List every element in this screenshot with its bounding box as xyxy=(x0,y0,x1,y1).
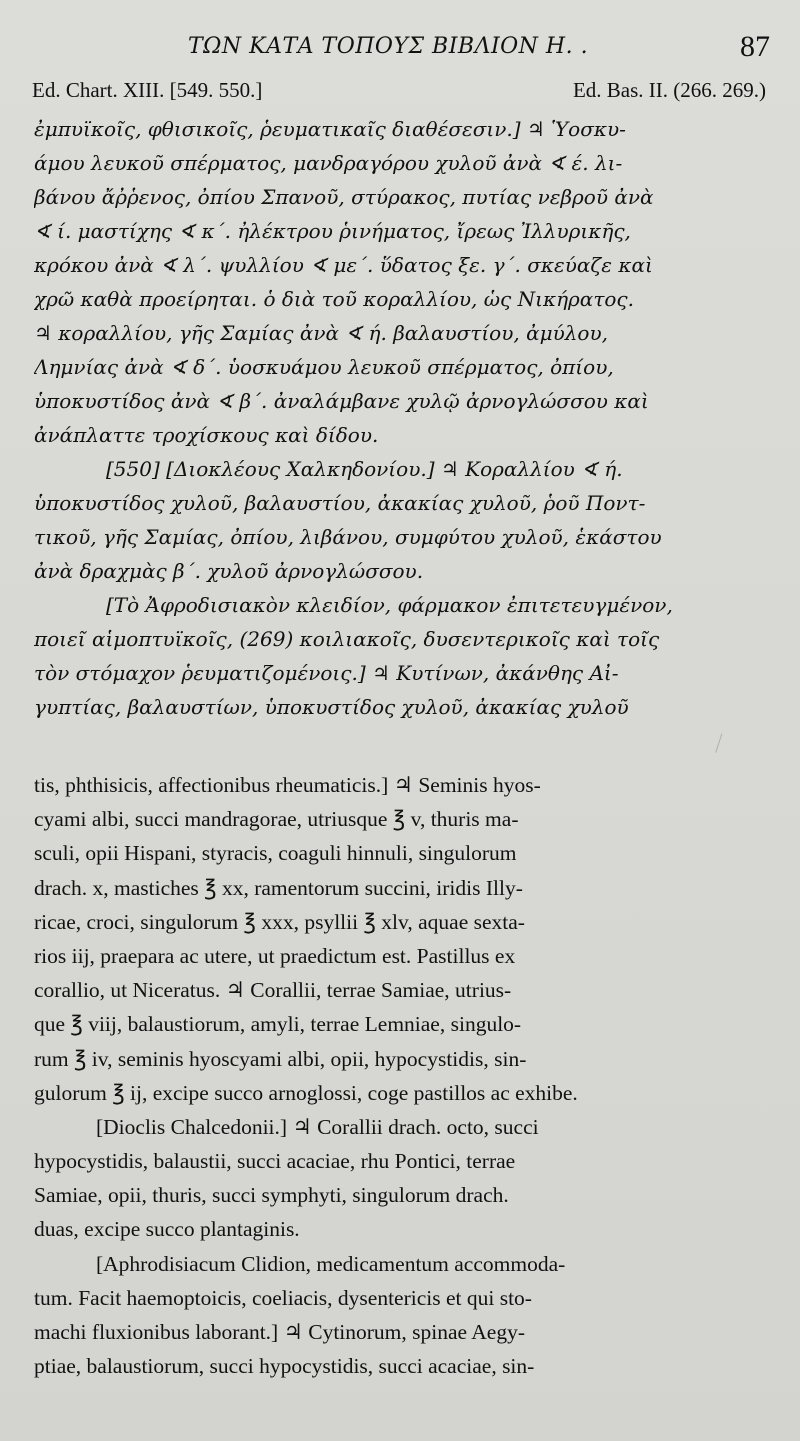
greek-line: ἀνὰ δραχμὰς β΄. χυλοῦ ἀρνογλώσσου. xyxy=(34,559,424,583)
latin-line: duas, excipe succo plantaginis. xyxy=(34,1217,300,1242)
greek-line: κρόκου ἀνὰ ∢ λ΄. ψυλλίου ∢ με΄. ὕδατος ξε. γ΄. σκεύαζε καὶ xyxy=(34,253,653,277)
edition-reference-line xyxy=(32,78,766,112)
latin-line: Samiae, opii, thuris, succi symphyti, singulorum drach. xyxy=(34,1183,509,1208)
latin-line: rum ℥ iv, seminis hyoscyami albi, opii, hypocystidis, sin- xyxy=(34,1046,527,1071)
latin-line: tum. Facit haemoptoicis, coeliacis, dysentericis et qui sto- xyxy=(34,1285,532,1310)
greek-line: [Τὸ Ἀφροδισιακὸν κλειδίον, φάρμακον ἐπιτετευγμένον, xyxy=(106,593,673,617)
greek-text-block xyxy=(34,112,764,724)
latin-line: gulorum ℥ ij, excipe succo arnoglossi, coge pastillos ac exhibe. xyxy=(34,1080,578,1105)
stray-mark xyxy=(715,733,734,756)
edition-reference-basel: Ed. Bas. II. (266. 269.) xyxy=(572,78,766,102)
greek-line: ἀνάπλαττε τροχίσκους καὶ δίδου. xyxy=(34,423,379,447)
page-number: 87 xyxy=(740,30,770,63)
latin-line: que ℥ viij, balaustiorum, amyli, terrae Lemniae, singulo- xyxy=(34,1012,522,1037)
greek-line: άμου λευκοῦ σπέρματος, μανδραγόρου χυλοῦ ἀνὰ ∢ έ. λι- xyxy=(34,151,623,175)
greek-line: ∢ ί. μαστίχης ∢ κ΄. ἠλέκτρου ῥινήματος, ἴρεως Ἰλλυρικῆς, xyxy=(34,219,631,243)
latin-line: rios iij, praepara ac utere, ut praedictum est. Pastillus ex xyxy=(34,943,516,968)
latin-line: machi fluxionibus laborant.] ♃ Cytinorum, spinae Aegy- xyxy=(34,1320,525,1344)
greek-line: ♃ κοραλλίου, γῆς Σαμίας ἀνὰ ∢ ή. βαλαυστίου, ἀμύλου, xyxy=(34,321,608,345)
latin-line: cyami albi, succi mandragorae, utriusque ℥ v, thuris ma- xyxy=(34,807,519,832)
edition-reference-chart: Ed. Chart. XIII. [549. 550.] xyxy=(32,78,263,102)
greek-line: τὸν στόμαχον ῥευματιζομένοις.] ♃ Κυτίνων, ἀκάνθης Αἰ- xyxy=(34,661,619,685)
greek-line: ἐμπυϊκοῖς, φθισικοῖς, ῥευματικαῖς διαθέσεσιν.] ♃ Ὑοσκυ- xyxy=(34,117,626,141)
greek-line: ποιεῖ αἱμοπτυϊκοῖς, (269) κοιλιακοῖς, δυσεντερικοῖς καὶ τοῖς xyxy=(34,627,660,651)
greek-line: ὑποκυστίδος χυλοῦ, βαλαυστίου, ἀκακίας χυλοῦ, ῥοῦ Ποντ- xyxy=(34,491,646,515)
greek-line: χρῶ καθὰ προείρηται. ὁ διὰ τοῦ κοραλλίου, ὡς Νικήρατος. xyxy=(34,287,634,311)
latin-line: sculi, opii Hispani, styracis, coaguli hinnuli, singulorum xyxy=(34,841,517,866)
latin-text-block xyxy=(34,768,764,1383)
latin-line: tis, phthisicis, affectionibus rheumaticis.] ♃ Seminis hyos- xyxy=(34,773,541,797)
latin-line: ricae, croci, singulorum ℥ xxx, psyllii ℥ xlv, aquae sexta- xyxy=(34,909,525,934)
greek-line: Λημνίας ἀνὰ ∢ δ΄. ὑοσκυάμου λευκοῦ σπέρματος, ὀπίου, xyxy=(34,355,614,379)
greek-line: ὑποκυστίδος ἀνὰ ∢ β΄. ἀναλάμβανε χυλῷ ἀρνογλώσσου καὶ xyxy=(34,389,649,413)
latin-line: hypocystidis, balaustii, succi acaciae, rhu Pontici, terrae xyxy=(34,1149,516,1174)
greek-line: βάνου ἄῤῥενος, ὀπίου Σπανοῦ, στύρακος, πυτίας νεβροῦ ἀνὰ xyxy=(34,185,654,209)
latin-line: [Dioclis Chalcedonii.] ♃ Corallii drach. octo, succi xyxy=(96,1114,539,1139)
page-header xyxy=(0,28,800,68)
greek-line: γυπτίας, βαλαυστίων, ὑποκυστίδος χυλοῦ, ἀκακίας χυλοῦ xyxy=(34,695,629,719)
latin-line: corallio, ut Niceratus. ♃ Corallii, terrae Samiae, utrius- xyxy=(34,978,512,1003)
latin-line: ptiae, balaustiorum, succi hypocystidis, succi acaciae, sin- xyxy=(34,1354,535,1379)
latin-line: drach. x, mastiches ℥ xx, ramentorum succini, iridis Illy- xyxy=(34,875,523,900)
greek-line: [550] [Διοκλέους Χαλκηδονίου.] ♃ Κοραλλίου ∢ ή. xyxy=(106,457,623,481)
latin-line: [Aphrodisiacum Clidion, medicamentum accommoda- xyxy=(96,1251,566,1276)
greek-line: τικοῦ, γῆς Σαμίας, ὀπίου, λιβάνου, συμφύτου χυλοῦ, ἑκάστου xyxy=(34,525,662,549)
running-head: ΤΩΝ ΚΑΤΑ ΤΟΠΟΥΣ ΒΙΒΛΙΟΝ Η. . xyxy=(188,34,589,59)
